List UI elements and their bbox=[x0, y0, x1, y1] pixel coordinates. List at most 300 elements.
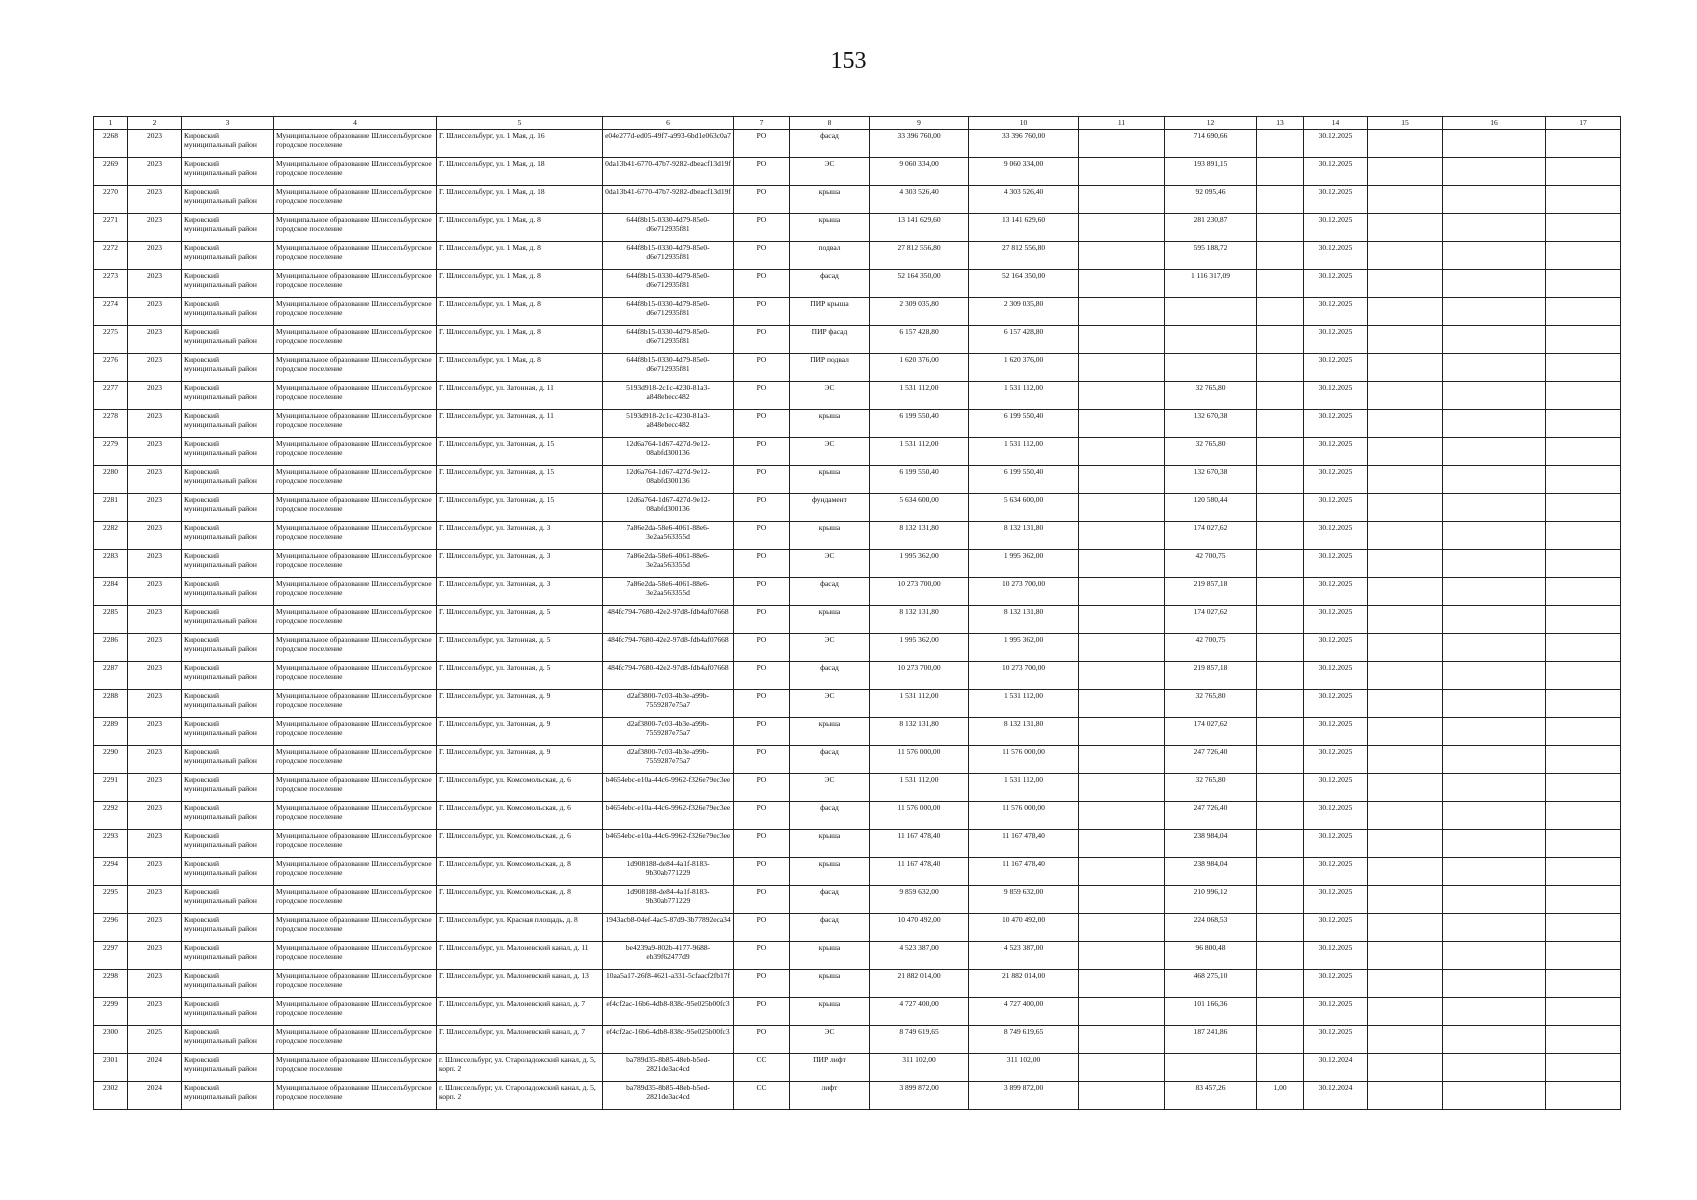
column-header-1: 1 bbox=[94, 117, 128, 130]
table-cell-col-14: 30.12.2025 bbox=[1304, 186, 1368, 214]
table-cell-col-7: РО bbox=[734, 494, 790, 522]
table-cell-col-17 bbox=[1546, 466, 1621, 494]
table-cell-col-11 bbox=[1079, 746, 1165, 774]
table-cell-col-8: подвал bbox=[790, 242, 870, 270]
table-cell-col-11 bbox=[1079, 606, 1165, 634]
table-cell-col-14: 30.12.2025 bbox=[1304, 438, 1368, 466]
table-row bbox=[94, 1082, 1621, 1110]
table-cell-col-6: 644f8b15-0330-4d79-85e0-d6e712935f81 bbox=[603, 354, 734, 382]
table-cell-col-3: Кировский муниципальный район bbox=[182, 662, 274, 690]
table-cell-col-2: 2023 bbox=[128, 466, 182, 494]
table-cell-col-14: 30.12.2025 bbox=[1304, 774, 1368, 802]
table-cell-col-5: Г. Шлиссельбург, ул. Затонная, д. 5 bbox=[437, 606, 603, 634]
table-row bbox=[94, 802, 1621, 830]
table-cell-col-2: 2023 bbox=[128, 410, 182, 438]
table-cell-col-2: 2024 bbox=[128, 1082, 182, 1110]
table-cell-col-9: 10 470 492,00 bbox=[870, 914, 969, 942]
table-cell-col-11 bbox=[1079, 718, 1165, 746]
table-cell-col-14: 30.12.2025 bbox=[1304, 326, 1368, 354]
table-cell-col-12: 42 700,75 bbox=[1165, 550, 1257, 578]
table-cell-col-12: 238 984,04 bbox=[1165, 830, 1257, 858]
table-cell-col-1: 2280 bbox=[94, 466, 128, 494]
table-cell-col-15 bbox=[1368, 522, 1443, 550]
table-cell-col-10: 1 531 112,00 bbox=[969, 438, 1079, 466]
table-row bbox=[94, 634, 1621, 662]
table-cell-col-10: 33 396 760,00 bbox=[969, 130, 1079, 158]
table-cell-col-5: Г. Шлиссельбург, ул. Затонная, д. 5 bbox=[437, 634, 603, 662]
table-cell-col-5: Г. Шлиссельбург, ул. Затонная, д. 11 bbox=[437, 382, 603, 410]
table-cell-col-17 bbox=[1546, 858, 1621, 886]
table-cell-col-1: 2293 bbox=[94, 830, 128, 858]
table-cell-col-4: Муниципальное образование Шлиссельбургское городское поселение bbox=[274, 578, 437, 606]
table-cell-col-16 bbox=[1443, 606, 1546, 634]
table-cell-col-7: РО bbox=[734, 1026, 790, 1054]
table-cell-col-1: 2282 bbox=[94, 522, 128, 550]
table-cell-col-12: 224 068,53 bbox=[1165, 914, 1257, 942]
table-cell-col-10: 8 132 131,80 bbox=[969, 606, 1079, 634]
table-cell-col-1: 2276 bbox=[94, 354, 128, 382]
table-cell-col-14: 30.12.2025 bbox=[1304, 494, 1368, 522]
table-cell-col-1: 2296 bbox=[94, 914, 128, 942]
table-cell-col-15 bbox=[1368, 158, 1443, 186]
table-cell-col-7: РО bbox=[734, 410, 790, 438]
table-cell-col-9: 11 576 000,00 bbox=[870, 746, 969, 774]
table-cell-col-16 bbox=[1443, 270, 1546, 298]
table-cell-col-11 bbox=[1079, 130, 1165, 158]
table-cell-col-6: ef4cf2ac-16b6-4db8-838c-95e025b00fc3 bbox=[603, 1026, 734, 1054]
table-cell-col-2: 2023 bbox=[128, 438, 182, 466]
table-row bbox=[94, 914, 1621, 942]
table-cell-col-7: РО bbox=[734, 774, 790, 802]
table-cell-col-3: Кировский муниципальный район bbox=[182, 802, 274, 830]
table-cell-col-17 bbox=[1546, 438, 1621, 466]
table-cell-col-1: 2290 bbox=[94, 746, 128, 774]
table-cell-col-5: Г. Шлиссельбург, ул. 1 Мая, д. 8 bbox=[437, 354, 603, 382]
table-cell-col-1: 2302 bbox=[94, 1082, 128, 1110]
table-cell-col-16 bbox=[1443, 830, 1546, 858]
table-cell-col-11 bbox=[1079, 1082, 1165, 1110]
table-row bbox=[94, 690, 1621, 718]
table-cell-col-13 bbox=[1257, 466, 1304, 494]
table-cell-col-12: 238 984,04 bbox=[1165, 858, 1257, 886]
table-cell-col-3: Кировский муниципальный район bbox=[182, 242, 274, 270]
table-cell-col-8: ЭС bbox=[790, 438, 870, 466]
table-cell-col-5: Г. Шлиссельбург, ул. 1 Мая, д. 8 bbox=[437, 242, 603, 270]
table-cell-col-3: Кировский муниципальный район bbox=[182, 466, 274, 494]
table-cell-col-13 bbox=[1257, 830, 1304, 858]
table-cell-col-2: 2023 bbox=[128, 522, 182, 550]
table-cell-col-16 bbox=[1443, 578, 1546, 606]
table-cell-col-9: 11 167 478,40 bbox=[870, 830, 969, 858]
table-row bbox=[94, 410, 1621, 438]
table-cell-col-5: Г. Шлиссельбург, ул. Затонная, д. 3 bbox=[437, 578, 603, 606]
table-cell-col-13: 1,00 bbox=[1257, 1082, 1304, 1110]
table-cell-col-13 bbox=[1257, 886, 1304, 914]
table-cell-col-10: 6 199 550,40 bbox=[969, 466, 1079, 494]
table-cell-col-9: 6 199 550,40 bbox=[870, 466, 969, 494]
table-cell-col-7: РО bbox=[734, 578, 790, 606]
table-cell-col-11 bbox=[1079, 858, 1165, 886]
table-cell-col-4: Муниципальное образование Шлиссельбургское городское поселение bbox=[274, 998, 437, 1026]
table-cell-col-11 bbox=[1079, 578, 1165, 606]
table-cell-col-13 bbox=[1257, 774, 1304, 802]
table-cell-col-7: РО bbox=[734, 634, 790, 662]
table-cell-col-15 bbox=[1368, 718, 1443, 746]
table-cell-col-10: 9 060 334,00 bbox=[969, 158, 1079, 186]
table-cell-col-6: 644f8b15-0330-4d79-85e0-d6e712935f81 bbox=[603, 298, 734, 326]
table-cell-col-5: Г. Шлиссельбург, ул. Затонная, д. 15 bbox=[437, 438, 603, 466]
table-cell-col-17 bbox=[1546, 494, 1621, 522]
table-cell-col-17 bbox=[1546, 1054, 1621, 1082]
table-cell-col-16 bbox=[1443, 1054, 1546, 1082]
table-cell-col-17 bbox=[1546, 354, 1621, 382]
table-cell-col-4: Муниципальное образование Шлиссельбургское городское поселение bbox=[274, 214, 437, 242]
table-cell-col-17 bbox=[1546, 550, 1621, 578]
table-cell-col-4: Муниципальное образование Шлиссельбургское городское поселение bbox=[274, 606, 437, 634]
table-cell-col-17 bbox=[1546, 774, 1621, 802]
table-cell-col-8: фасад bbox=[790, 662, 870, 690]
table-cell-col-14: 30.12.2025 bbox=[1304, 998, 1368, 1026]
table-cell-col-17 bbox=[1546, 606, 1621, 634]
table-cell-col-5: Г. Шлиссельбург, ул. Затонная, д. 5 bbox=[437, 662, 603, 690]
table-cell-col-16 bbox=[1443, 298, 1546, 326]
table-cell-col-12: 468 275,10 bbox=[1165, 970, 1257, 998]
table-cell-col-15 bbox=[1368, 690, 1443, 718]
table-cell-col-12: 132 670,38 bbox=[1165, 466, 1257, 494]
table-cell-col-8: крыша bbox=[790, 718, 870, 746]
table-cell-col-13 bbox=[1257, 802, 1304, 830]
table-cell-col-1: 2270 bbox=[94, 186, 128, 214]
table-cell-col-10: 10 273 700,00 bbox=[969, 662, 1079, 690]
table-cell-col-2: 2023 bbox=[128, 550, 182, 578]
table-cell-col-7: РО bbox=[734, 606, 790, 634]
table-cell-col-17 bbox=[1546, 130, 1621, 158]
table-cell-col-15 bbox=[1368, 214, 1443, 242]
table-cell-col-9: 11 167 478,40 bbox=[870, 858, 969, 886]
table-cell-col-4: Муниципальное образование Шлиссельбургское городское поселение bbox=[274, 186, 437, 214]
table-cell-col-12: 101 166,36 bbox=[1165, 998, 1257, 1026]
table-cell-col-7: СС bbox=[734, 1082, 790, 1110]
table-cell-col-10: 11 167 478,40 bbox=[969, 830, 1079, 858]
table-cell-col-15 bbox=[1368, 634, 1443, 662]
table-row bbox=[94, 830, 1621, 858]
table-cell-col-16 bbox=[1443, 662, 1546, 690]
table-row bbox=[94, 186, 1621, 214]
table-cell-col-2: 2023 bbox=[128, 802, 182, 830]
table-cell-col-9: 1 995 362,00 bbox=[870, 634, 969, 662]
table-cell-col-16 bbox=[1443, 914, 1546, 942]
table-cell-col-10: 8 132 131,80 bbox=[969, 522, 1079, 550]
table-cell-col-1: 2299 bbox=[94, 998, 128, 1026]
table-cell-col-1: 2271 bbox=[94, 214, 128, 242]
table-cell-col-11 bbox=[1079, 634, 1165, 662]
table-cell-col-5: г. Шлиссельбург, ул. Староладожский канал, д. 5, корп. 2 bbox=[437, 1082, 603, 1110]
table-cell-col-2: 2023 bbox=[128, 158, 182, 186]
table-cell-col-11 bbox=[1079, 326, 1165, 354]
table-cell-col-16 bbox=[1443, 186, 1546, 214]
table-cell-col-8: фасад bbox=[790, 802, 870, 830]
table-cell-col-8: крыша bbox=[790, 214, 870, 242]
table-cell-col-3: Кировский муниципальный район bbox=[182, 354, 274, 382]
table-cell-col-6: 1943acb8-04ef-4ac5-87d9-3b77892eca34 bbox=[603, 914, 734, 942]
table-cell-col-14: 30.12.2025 bbox=[1304, 382, 1368, 410]
table-cell-col-13 bbox=[1257, 914, 1304, 942]
table-cell-col-10: 11 167 478,40 bbox=[969, 858, 1079, 886]
column-header-6: 6 bbox=[603, 117, 734, 130]
table-cell-col-10: 6 199 550,40 bbox=[969, 410, 1079, 438]
table-cell-col-16 bbox=[1443, 1026, 1546, 1054]
table-cell-col-16 bbox=[1443, 158, 1546, 186]
table-cell-col-8: фасад bbox=[790, 914, 870, 942]
table-cell-col-17 bbox=[1546, 578, 1621, 606]
table-row bbox=[94, 998, 1621, 1026]
table-cell-col-8: фасад bbox=[790, 746, 870, 774]
table-cell-col-2: 2023 bbox=[128, 186, 182, 214]
table-cell-col-10: 6 157 428,80 bbox=[969, 326, 1079, 354]
table-cell-col-8: крыша bbox=[790, 858, 870, 886]
table-row bbox=[94, 886, 1621, 914]
table-cell-col-14: 30.12.2025 bbox=[1304, 158, 1368, 186]
table-cell-col-12: 32 765,80 bbox=[1165, 774, 1257, 802]
table-cell-col-13 bbox=[1257, 662, 1304, 690]
table-cell-col-1: 2286 bbox=[94, 634, 128, 662]
table-cell-col-11 bbox=[1079, 550, 1165, 578]
table-cell-col-16 bbox=[1443, 382, 1546, 410]
table-cell-col-3: Кировский муниципальный район bbox=[182, 382, 274, 410]
table-cell-col-7: РО bbox=[734, 186, 790, 214]
table-cell-col-17 bbox=[1546, 270, 1621, 298]
table-cell-col-13 bbox=[1257, 858, 1304, 886]
table-cell-col-13 bbox=[1257, 382, 1304, 410]
table-cell-col-8: ЭС bbox=[790, 382, 870, 410]
table-cell-col-15 bbox=[1368, 466, 1443, 494]
table-cell-col-9: 11 576 000,00 bbox=[870, 802, 969, 830]
table-cell-col-16 bbox=[1443, 326, 1546, 354]
table-row bbox=[94, 298, 1621, 326]
table-cell-col-13 bbox=[1257, 214, 1304, 242]
table-cell-col-12: 247 726,40 bbox=[1165, 802, 1257, 830]
table-cell-col-11 bbox=[1079, 942, 1165, 970]
table-cell-col-4: Муниципальное образование Шлиссельбургское городское поселение bbox=[274, 1026, 437, 1054]
table-cell-col-17 bbox=[1546, 242, 1621, 270]
table-cell-col-14: 30.12.2025 bbox=[1304, 466, 1368, 494]
table-cell-col-6: 484fc794-7680-42e2-97d8-fdb4af07668 bbox=[603, 634, 734, 662]
table-cell-col-12: 193 891,15 bbox=[1165, 158, 1257, 186]
table-cell-col-5: Г. Шлиссельбург, ул. Малоневский канал, д. 11 bbox=[437, 942, 603, 970]
table-cell-col-2: 2023 bbox=[128, 998, 182, 1026]
table-cell-col-6: 12d6a764-1d67-427d-9e12-08abfd300136 bbox=[603, 466, 734, 494]
table-cell-col-7: РО bbox=[734, 746, 790, 774]
table-cell-col-4: Муниципальное образование Шлиссельбургское городское поселение bbox=[274, 410, 437, 438]
table-cell-col-14: 30.12.2025 bbox=[1304, 578, 1368, 606]
table-cell-col-12: 1 116 317,09 bbox=[1165, 270, 1257, 298]
table-cell-col-15 bbox=[1368, 242, 1443, 270]
table-cell-col-12: 132 670,38 bbox=[1165, 410, 1257, 438]
table-cell-col-16 bbox=[1443, 522, 1546, 550]
table-cell-col-16 bbox=[1443, 802, 1546, 830]
table-cell-col-13 bbox=[1257, 634, 1304, 662]
table-cell-col-13 bbox=[1257, 550, 1304, 578]
table-cell-col-7: РО bbox=[734, 662, 790, 690]
table-cell-col-12: 281 230,87 bbox=[1165, 214, 1257, 242]
table-cell-col-12: 210 996,12 bbox=[1165, 886, 1257, 914]
table-cell-col-9: 1 531 112,00 bbox=[870, 382, 969, 410]
table-cell-col-1: 2273 bbox=[94, 270, 128, 298]
table-cell-col-14: 30.12.2025 bbox=[1304, 550, 1368, 578]
table-cell-col-5: Г. Шлиссельбург, ул. 1 Мая, д. 8 bbox=[437, 326, 603, 354]
table-cell-col-12: 174 027,62 bbox=[1165, 522, 1257, 550]
table-cell-col-5: Г. Шлиссельбург, ул. Красная площадь, д. 8 bbox=[437, 914, 603, 942]
table-cell-col-12: 714 690,66 bbox=[1165, 130, 1257, 158]
table-cell-col-11 bbox=[1079, 242, 1165, 270]
table-cell-col-10: 8 132 131,80 bbox=[969, 718, 1079, 746]
table-cell-col-13 bbox=[1257, 186, 1304, 214]
table-cell-col-10: 1 995 362,00 bbox=[969, 550, 1079, 578]
table-row bbox=[94, 1026, 1621, 1054]
table-cell-col-17 bbox=[1546, 186, 1621, 214]
column-header-8: 8 bbox=[790, 117, 870, 130]
table-cell-col-13 bbox=[1257, 942, 1304, 970]
table-cell-col-15 bbox=[1368, 550, 1443, 578]
table-row bbox=[94, 606, 1621, 634]
table-cell-col-12 bbox=[1165, 326, 1257, 354]
table-cell-col-2: 2023 bbox=[128, 830, 182, 858]
table-cell-col-11 bbox=[1079, 970, 1165, 998]
table-cell-col-8: крыша bbox=[790, 466, 870, 494]
table-cell-col-13 bbox=[1257, 606, 1304, 634]
table-cell-col-13 bbox=[1257, 522, 1304, 550]
table-cell-col-4: Муниципальное образование Шлиссельбургское городское поселение bbox=[274, 158, 437, 186]
table-cell-col-1: 2288 bbox=[94, 690, 128, 718]
table-cell-col-14: 30.12.2025 bbox=[1304, 718, 1368, 746]
table-cell-col-9: 1 531 112,00 bbox=[870, 690, 969, 718]
table-cell-col-16 bbox=[1443, 130, 1546, 158]
table-cell-col-13 bbox=[1257, 158, 1304, 186]
table-row bbox=[94, 550, 1621, 578]
table-cell-col-3: Кировский муниципальный район bbox=[182, 522, 274, 550]
table-cell-col-3: Кировский муниципальный район bbox=[182, 1054, 274, 1082]
column-header-14: 14 bbox=[1304, 117, 1368, 130]
table-cell-col-5: Г. Шлиссельбург, ул. Затонная, д. 9 bbox=[437, 690, 603, 718]
table-cell-col-7: РО bbox=[734, 270, 790, 298]
table-cell-col-8: ЭС bbox=[790, 1026, 870, 1054]
table-cell-col-3: Кировский муниципальный район bbox=[182, 914, 274, 942]
table-cell-col-15 bbox=[1368, 942, 1443, 970]
table-cell-col-3: Кировский муниципальный район bbox=[182, 718, 274, 746]
table-cell-col-9: 8 132 131,80 bbox=[870, 718, 969, 746]
table-cell-col-8: лифт bbox=[790, 1082, 870, 1110]
table-cell-col-2: 2023 bbox=[128, 886, 182, 914]
column-header-16: 16 bbox=[1443, 117, 1546, 130]
table-cell-col-16 bbox=[1443, 410, 1546, 438]
table-cell-col-13 bbox=[1257, 1026, 1304, 1054]
table-cell-col-9: 1 531 112,00 bbox=[870, 438, 969, 466]
table-cell-col-16 bbox=[1443, 746, 1546, 774]
table-cell-col-2: 2023 bbox=[128, 130, 182, 158]
table-cell-col-3: Кировский муниципальный район bbox=[182, 970, 274, 998]
table-cell-col-11 bbox=[1079, 354, 1165, 382]
table-cell-col-16 bbox=[1443, 634, 1546, 662]
table-cell-col-2: 2023 bbox=[128, 662, 182, 690]
table-cell-col-16 bbox=[1443, 690, 1546, 718]
table-cell-col-17 bbox=[1546, 718, 1621, 746]
table-cell-col-4: Муниципальное образование Шлиссельбургское городское поселение bbox=[274, 942, 437, 970]
table-cell-col-8: ЭС bbox=[790, 550, 870, 578]
table-cell-col-14: 30.12.2025 bbox=[1304, 130, 1368, 158]
table-cell-col-5: Г. Шлиссельбург, ул. 1 Мая, д. 8 bbox=[437, 214, 603, 242]
table-cell-col-4: Муниципальное образование Шлиссельбургское городское поселение bbox=[274, 858, 437, 886]
table-cell-col-3: Кировский муниципальный район bbox=[182, 130, 274, 158]
table-cell-col-1: 2285 bbox=[94, 606, 128, 634]
table-cell-col-11 bbox=[1079, 522, 1165, 550]
table-cell-col-13 bbox=[1257, 970, 1304, 998]
table-cell-col-17 bbox=[1546, 522, 1621, 550]
table-cell-col-2: 2023 bbox=[128, 298, 182, 326]
table-cell-col-7: РО bbox=[734, 830, 790, 858]
table-cell-col-10: 9 859 632,00 bbox=[969, 886, 1079, 914]
table-cell-col-14: 30.12.2025 bbox=[1304, 662, 1368, 690]
table-cell-col-14: 30.12.2025 bbox=[1304, 970, 1368, 998]
table-cell-col-3: Кировский муниципальный район bbox=[182, 270, 274, 298]
table-cell-col-9: 2 309 035,80 bbox=[870, 298, 969, 326]
table-row bbox=[94, 858, 1621, 886]
table-cell-col-5: Г. Шлиссельбург, ул. 1 Мая, д. 18 bbox=[437, 158, 603, 186]
table-cell-col-5: Г. Шлиссельбург, ул. Затонная, д. 15 bbox=[437, 494, 603, 522]
table-cell-col-4: Муниципальное образование Шлиссельбургское городское поселение bbox=[274, 914, 437, 942]
table-cell-col-14: 30.12.2025 bbox=[1304, 942, 1368, 970]
table-cell-col-6: 7a86e2da-58e6-4061-88e6-3e2aa563355d bbox=[603, 578, 734, 606]
table-cell-col-11 bbox=[1079, 466, 1165, 494]
table-cell-col-3: Кировский муниципальный район bbox=[182, 774, 274, 802]
table-cell-col-13 bbox=[1257, 270, 1304, 298]
table-cell-col-7: РО bbox=[734, 438, 790, 466]
table-cell-col-11 bbox=[1079, 886, 1165, 914]
table-cell-col-2: 2023 bbox=[128, 942, 182, 970]
table-cell-col-4: Муниципальное образование Шлиссельбургское городское поселение bbox=[274, 774, 437, 802]
table-cell-col-16 bbox=[1443, 970, 1546, 998]
table-cell-col-7: РО bbox=[734, 382, 790, 410]
table-cell-col-4: Муниципальное образование Шлиссельбургское городское поселение bbox=[274, 522, 437, 550]
table-cell-col-5: Г. Шлиссельбург, ул. Затонная, д. 9 bbox=[437, 718, 603, 746]
column-header-9: 9 bbox=[870, 117, 969, 130]
table-cell-col-7: РО bbox=[734, 466, 790, 494]
table-cell-col-12 bbox=[1165, 354, 1257, 382]
table-cell-col-10: 1 531 112,00 bbox=[969, 774, 1079, 802]
table-cell-col-6: d2af3800-7c03-4b3e-a99b-7559287e75a7 bbox=[603, 718, 734, 746]
table-row bbox=[94, 774, 1621, 802]
table-cell-col-9: 10 273 700,00 bbox=[870, 662, 969, 690]
table-cell-col-3: Кировский муниципальный район bbox=[182, 438, 274, 466]
table-cell-col-5: Г. Шлиссельбург, ул. Малоневский канал, д. 7 bbox=[437, 998, 603, 1026]
table-cell-col-2: 2023 bbox=[128, 718, 182, 746]
table-cell-col-5: Г. Шлиссельбург, ул. Затонная, д. 9 bbox=[437, 746, 603, 774]
table-cell-col-14: 30.12.2025 bbox=[1304, 914, 1368, 942]
table-cell-col-17 bbox=[1546, 410, 1621, 438]
table-cell-col-2: 2023 bbox=[128, 746, 182, 774]
table-cell-col-17 bbox=[1546, 158, 1621, 186]
table-row bbox=[94, 1054, 1621, 1082]
column-header-3: 3 bbox=[182, 117, 274, 130]
table-cell-col-3: Кировский муниципальный район bbox=[182, 550, 274, 578]
table-cell-col-5: Г. Шлиссельбург, ул. 1 Мая, д. 8 bbox=[437, 298, 603, 326]
table-cell-col-7: РО bbox=[734, 886, 790, 914]
table-cell-col-3: Кировский муниципальный район bbox=[182, 298, 274, 326]
table-cell-col-6: 5193d918-2c1c-4230-81a3-a848ebecc482 bbox=[603, 382, 734, 410]
table-row bbox=[94, 326, 1621, 354]
column-header-13: 13 bbox=[1257, 117, 1304, 130]
table-cell-col-2: 2023 bbox=[128, 326, 182, 354]
table-header bbox=[94, 117, 1621, 130]
